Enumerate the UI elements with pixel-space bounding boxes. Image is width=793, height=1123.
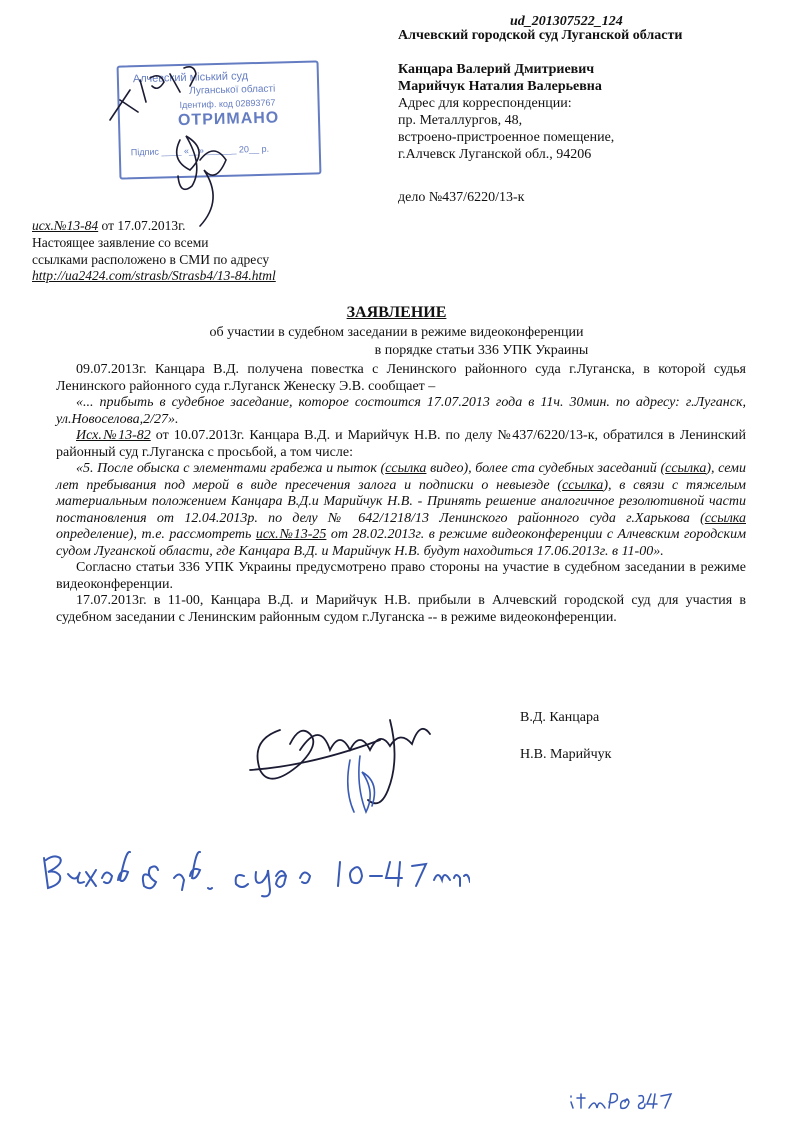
stamp-line-5: Підпис ____ «__» ______ 20__ р. — [130, 143, 270, 158]
p4-text-e: определение), т.е. рассмотреть — [56, 527, 256, 542]
outgoing-ref — [32, 218, 186, 234]
link-video[interactable]: ссылка — [385, 461, 427, 476]
outgoing-note-1: Настоящее заявление со всеми — [32, 235, 209, 250]
stamp-line-2: Луганської області — [189, 83, 276, 97]
paragraph-6: 17.07.2013г. в 11-00, Канцара В.Д. и Марийчук Н.В. прибыли в Алчевский городской суд для участия в судебном заседании с Ленинским районным судом г.Луганска -- в режиме видеоконференции. — [56, 593, 746, 625]
address-line-3: г.Алчевск Луганской обл., 94206 — [398, 147, 592, 162]
outgoing-url-link[interactable]: http://ua2424.com/strasb/Strasb4/13-84.html — [32, 268, 276, 283]
paragraph-2-quote: «... прибыть в судебное заседание, которое состоится 17.07.2013 года в 11ч. 30мин. по адресу: г.Луганск, ул.Новоселова,2/27». — [56, 395, 746, 427]
paragraph-1: 09.07.2013г. Канцара В.Д. получена повестка с Ленинского районного суда г.Луганска, в которой судья Ленинского районного суда г.Луганск Женеску Э.В. сообщает – — [56, 362, 746, 394]
p4-text-f: от 28.02.2013г. в режиме видеоконференции с Алчевским городским судом Луганской области, где Канцара В.Д. и Марийчук Н.В. будут находиться 17.06.2013г. в 11-00». — [56, 527, 747, 559]
address-label: Адрес для корреспонденции: — [398, 96, 572, 111]
party-name-2: Марийчук Наталия Валерьевна — [398, 79, 602, 94]
stamp-line-3: Ідентиф. код 02893767 — [179, 97, 276, 111]
paragraph-3-text: от 10.07.2013г. Канцара В.Д. и Марийчук Н.В. по делу №437/6220/13-к, обратился в Ленинский районный суд г.Луганска с просьбой, а том числе: — [56, 428, 746, 460]
paragraph-5: Согласно статьи 336 УПК Украины предусмотрено право стороны на участие в судебном заседании в режиме видеоконференции. — [56, 560, 746, 592]
court-name: Алчевский городской суд Луганской области — [398, 28, 683, 43]
document-title: ЗАЯВЛЕНИЕ — [346, 304, 447, 321]
link-bail[interactable]: ссылка — [562, 477, 604, 493]
handwritten-registration — [565, 1084, 675, 1114]
outgoing-date: от 17.07.2013г. — [98, 218, 186, 233]
p4-text-c: ), семи лет пребывания под мерой в виде пресечения залога и подписки о невыезде ( — [56, 461, 746, 493]
p4-text-d: ), в связи с тяжелым материальным положением Канцара В.Д.и Марийчук Н.В. - Принять решение аналогичное резолютивной части постановления от 12.04.2013р. по делу № 642/1218/13 Ленинского районного суда г.Харькова ( — [56, 477, 746, 526]
handwritten-entry-note — [40, 848, 470, 898]
paragraph-3 — [56, 428, 746, 461]
document-body — [56, 362, 746, 626]
ref-13-82: Исх.№13-82 — [76, 428, 151, 443]
p4-text-a: «5. После обыска с элементами грабежа и пыток ( — [76, 461, 386, 476]
party-name-1: Канцара Валерий Дмитриевич — [398, 62, 595, 77]
stamp-line-1: Алчевский міський суд — [132, 70, 249, 86]
address-line-1: пр. Металлургов, 48, — [398, 113, 523, 128]
signature-name-2: Н.В. Марийчук — [520, 747, 612, 762]
link-hearings[interactable]: ссылка — [665, 461, 707, 476]
link-ruling[interactable]: ссылка — [704, 510, 746, 526]
document-code: ud_201307522_124 — [510, 14, 623, 29]
outgoing-note-2: ссылками расположено в СМИ по адресу — [32, 252, 270, 267]
address-line-2: встроено-пристроенное помещение, — [398, 130, 615, 145]
signature-scribble — [240, 700, 460, 830]
paragraph-4-quote — [56, 461, 746, 560]
stamp-handwritten-signature — [100, 60, 270, 230]
case-number: дело №437/6220/13-к — [398, 190, 525, 205]
stamp-line-4: ОТРИМАНО — [177, 109, 280, 130]
outgoing-number: исх.№13-84 — [32, 218, 99, 233]
p4-text-b: видео), более ста судебных заседаний ( — [426, 461, 666, 476]
signature-name-1: В.Д. Канцара — [520, 710, 600, 725]
document-subtitle-2: в порядке статьи 336 УПК Украины — [374, 343, 589, 358]
document-subtitle-1: об участии в судебном заседании в режиме видеоконференции — [209, 325, 584, 340]
link-ref-13-25[interactable]: исх.№13-25 — [255, 527, 327, 542]
